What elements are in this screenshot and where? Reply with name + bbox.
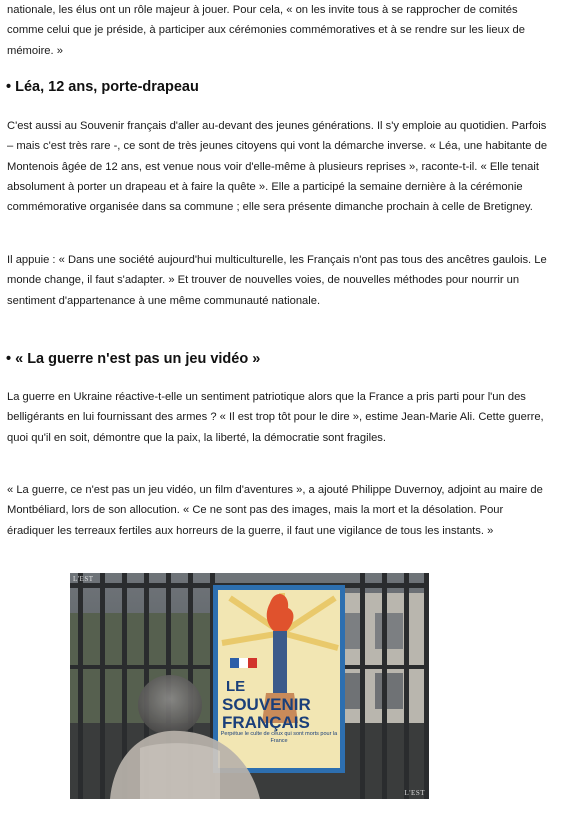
section-heading-guerre: • « La guerre n'est pas un jeu vidéo » (6, 351, 261, 367)
section-heading-lea: • Léa, 12 ans, porte-drapeau (6, 79, 199, 95)
intro-paragraph: nationale, les élus ont un rôle majeur à jouer. Pour cela, « on les invite tous à se rapprocher de comités comme celui que je préside, à participer aux cérémonies commémoratives et à se rendre sur les lieux de mémoire. » (7, 4, 525, 57)
paragraph-guerre-2: « La guerre, ce n'est pas un jeu vidéo, un film d'aventures », a ajouté Philippe Duvernoy, adjoint au maire de Montbéliard, lors de son allocution. « Ce ne sont pas des images, mais la mort et la désolation. Pour éradiquer les terreaux fertiles aux horreurs de la guerre, il faut une vigilance de tous les instants. » (7, 484, 543, 537)
souvenir-francais-poster (213, 585, 345, 773)
poster-title-le: LE (226, 678, 246, 695)
paragraph-guerre-1: La guerre en Ukraine réactive-t-elle un sentiment patriotique alors que la France a pris parti pour l'un des belligérants en lui fournissant des armes ? « Il est trop tôt pour le dire », estime Jean-Marie Ali. Cette guerre, quoi qu'il en soit, démontre que la paix, la liberté, la démocratie sont fragiles. (7, 391, 544, 444)
photo-watermark-bottom: L'EST (404, 789, 425, 797)
paragraph-lea-2: Il appuie : « Dans une société aujourd'hui multiculturelle, les Français n'ont pas tous des ancêtres gaulois. Le monde change, il faut s'adapter. » Et trouver de nouvelles voies, de nouvelles méthodes pour nourrir un sentiment d'appartenance à une même communauté nationale. (7, 254, 547, 307)
poster-title-francais: FRANÇAIS (222, 713, 310, 732)
photo-illustration (70, 573, 429, 799)
paragraph-lea-1: C'est aussi au Souvenir français d'aller au-devant des jeunes générations. Il s'y emploie au quotidien. Parfois – mais c'est très rare -, ce sont de très jeunes citoyens qui vont la démarche inverse. « Léa, une habitante de Montenois âgée de 12 ans, est venue nous voir d'elle-même à plusieurs reprises », raconte-t-il. « Elle tenait absolument à porter un drapeau et à faire la quête ». Elle a participé la semaine dernière à la cérémonie commémorative organisée dans sa commune ; elle sera présente dimanche prochain à celle de Bretigney. (7, 120, 548, 214)
article-photo (70, 573, 429, 799)
poster-caption: Perpétue le culte de ceux qui sont morts pour la France (220, 731, 338, 744)
photo-watermark-top: L'EST (73, 575, 94, 583)
poster-title-souvenir: SOUVENIR (222, 695, 311, 714)
